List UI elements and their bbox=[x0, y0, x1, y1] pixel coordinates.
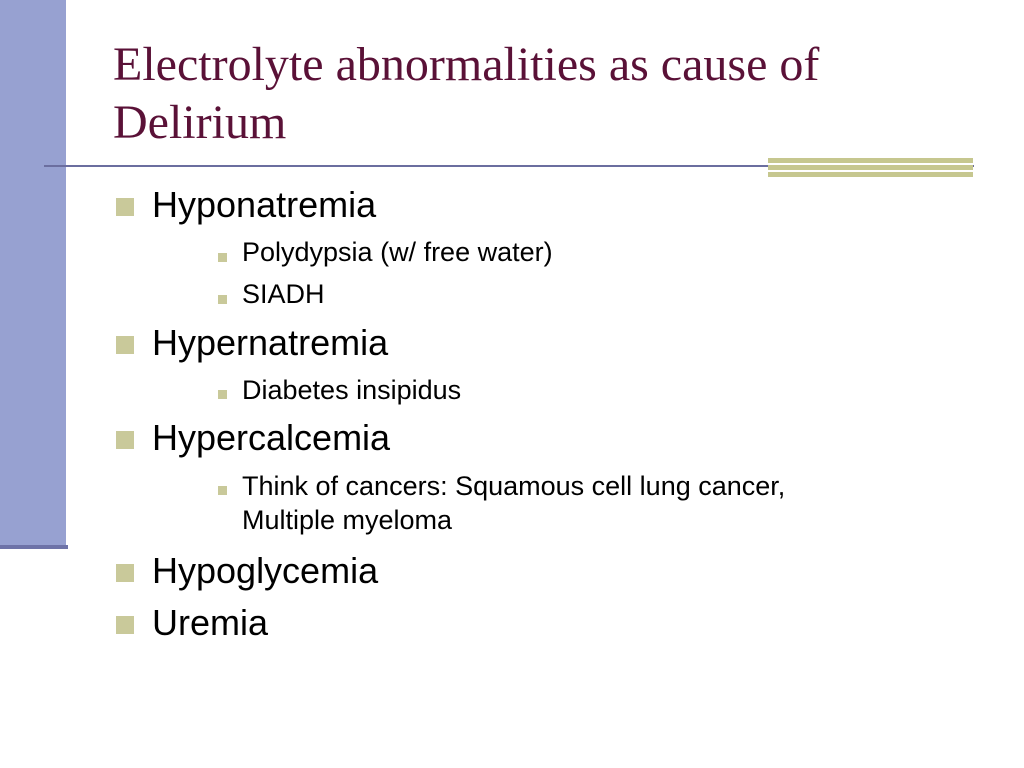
left-band-edge bbox=[0, 545, 68, 549]
bullet-item-hypoglycemia: Hypoglycemia bbox=[152, 550, 379, 591]
bullet-square-icon bbox=[116, 616, 134, 634]
accent-bar bbox=[768, 158, 973, 179]
bullet-square-icon bbox=[116, 198, 134, 216]
slide-title: Electrolyte abnormalities as cause of Delirium bbox=[113, 38, 820, 149]
bullet-square-icon bbox=[116, 336, 134, 354]
bullet-item-hypercalcemia: Hypercalcemia bbox=[152, 417, 391, 458]
bullet-item-hypernatremia: Hypernatremia bbox=[152, 322, 389, 363]
bullet-item-hyponatremia: Hyponatremia bbox=[152, 184, 377, 225]
bullet-item-uremia: Uremia bbox=[152, 602, 269, 643]
bullet-square-icon bbox=[116, 564, 134, 582]
sub-bullet-square-icon bbox=[218, 486, 227, 495]
sub-bullet-item: Polydypsia (w/ free water) bbox=[242, 237, 553, 267]
sub-bullet-square-icon bbox=[218, 390, 227, 399]
sub-bullet-square-icon bbox=[218, 253, 227, 262]
sub-bullet-item: Think of cancers: Squamous cell lung cancer, bbox=[242, 471, 786, 501]
left-decorative-band bbox=[0, 0, 66, 545]
sub-bullet-item: SIADH bbox=[242, 279, 325, 309]
bullet-square-icon bbox=[116, 431, 134, 449]
sub-bullet-item: Diabetes insipidus bbox=[242, 375, 462, 405]
sub-bullet-square-icon bbox=[218, 295, 227, 304]
sub-bullet-item-continuation: Multiple myeloma bbox=[242, 505, 453, 535]
